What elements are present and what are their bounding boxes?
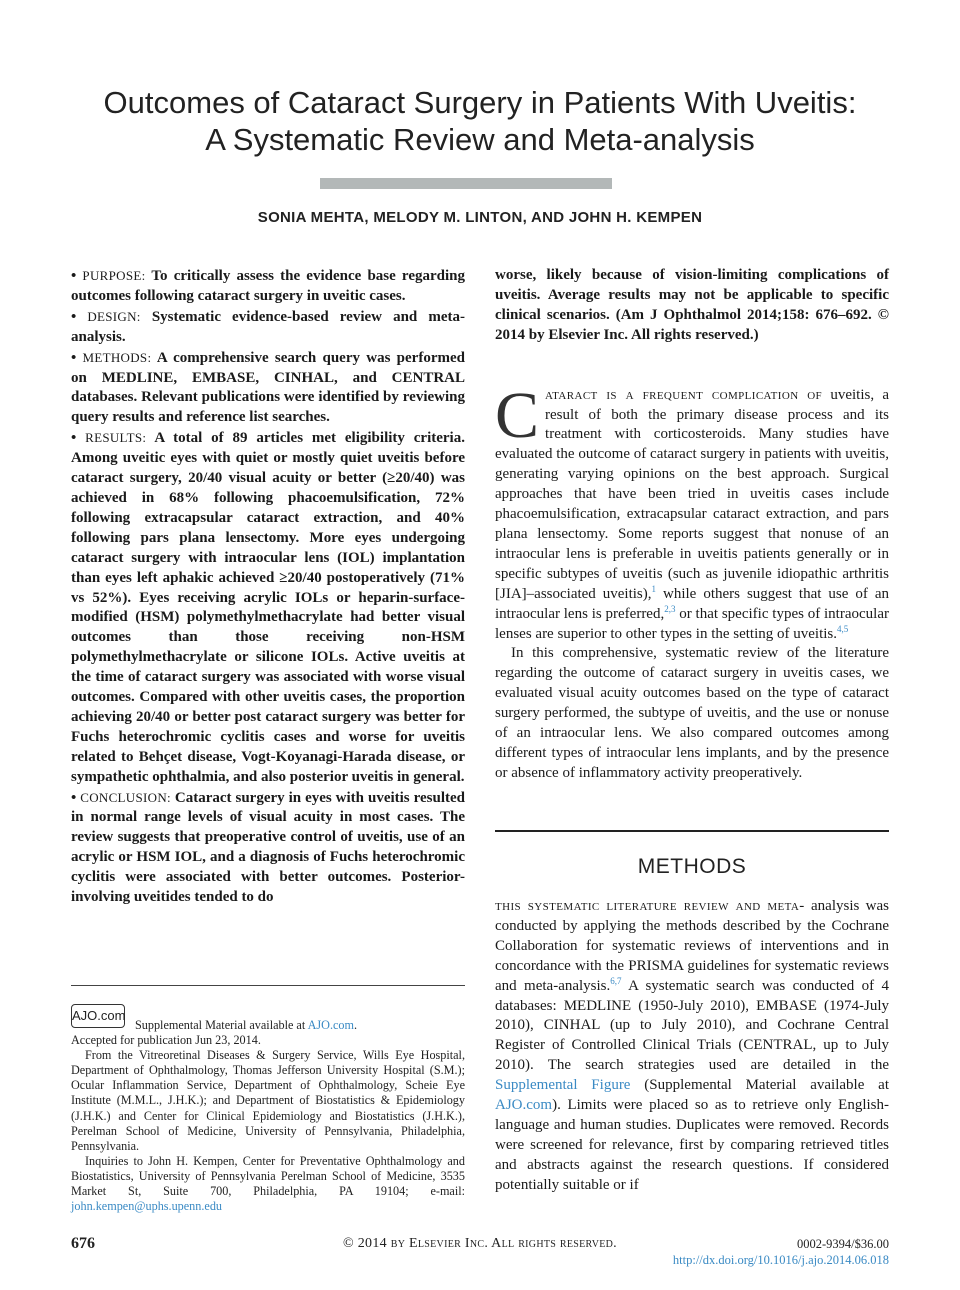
intro-text-a: uveitis, a result of both the primary disease process and its treatment with corticosteroids. Many studies have evaluated the outcome of cataract surgery in patients with uveitis, generating varying opinions on the best approach. Surgical approaches that have been tried in uveitis cases include phacoemulsification, extracapsular cataract extraction, and pars plana lensectomy. Some reports suggest that nonuse of an intraocular lens is preferable in uveitis patients generally or in specific subtypes of uveitis (such as juvenile idiopathic arthritis [JIA]–associated uveitis), (495, 386, 890, 602)
intro-text-b: while others suggest that use of an intraocular lens is preferred, (495, 585, 890, 622)
methods-label: METHODS: (82, 349, 152, 365)
ajo-badge-logo: AJO.com (71, 1004, 125, 1028)
inquiries-text: Inquiries to John H. Kempen, Center for Preventative Ophthalmology and Biostatistics, University of Pennsylvania Perelman School of Medicine, 3535 Market St, Suite 700, Philadelphia, PA 19104; e-mail: (71, 1153, 465, 1199)
results-label: RESULTS: (85, 430, 147, 446)
methods-heading: METHODS (637, 855, 747, 878)
title-line-1: Outcomes of Cataract Surgery in Patients With Uveitis: (103, 85, 857, 120)
accepted-date: Accepted for publication Jun 23, 2014. (71, 1033, 261, 1048)
methods-lead: this systematic literature review and meta- (495, 898, 805, 914)
intro-paragraph-2: In this comprehensive, systematic review of the literature regarding the outcome of cataract surgery in uveitis cases, we evaluated visual acuity outcomes based on the type of cataract surgery performed, the subtype of uveitis, and the use or nonuse of an intraocular lens. We also compared outcomes among different types of intraocular lens implants, and by the presence or absence of inflammatory activity preoperatively. (495, 645, 889, 781)
abstract-continued: worse, likely because of vision-limiting complications of uveitis. Average results may not be applicable to specific clinical scenarios. (Am J Ophthalmol 2014;158: 676–692. © 2014 by Elsevier Inc. All rights reserved.) (495, 267, 889, 343)
article-title (40, 84, 920, 158)
email-link[interactable]: john.kempen@uphs.upenn.edu (71, 1199, 223, 1214)
supplemental-figure-link[interactable]: Supplemental Figure (495, 1077, 631, 1094)
affiliations: From the Vitreoretinal Diseases & Surgery Service, Wills Eye Hospital, Department of Ophthalmology, Thomas Jefferson University Hospital (S.M.); Ocular Inflammation Service, Department of Ophthalmology, Scheie Eye Institute (M.M.L., J.H.K.); and Department of Biostatistics & Epidemiology (J.H.K.) and Center for Clinical Epidemiology and Biostatistics (J.H.K.), Perelman School of Medicine, University of Pennsylvania, Philadelphia, Pennsylvania. (71, 1048, 465, 1153)
right-column (495, 266, 889, 784)
methods-paragraph (495, 897, 889, 1196)
doi-block (600, 1236, 889, 1268)
drop-cap: C (495, 378, 540, 452)
supp-text: Supplemental Material available at (135, 1018, 308, 1032)
methods-text-b: A systematic search was conducted of 4 databases: MEDLINE (1950-July 2010), EMBASE (1974-July 2010), CINHAL (up to July 2010), and Cochrane Central Register of Controlled Clinical Trials (CENTRAL, up to July 2010). The search strategies used are detailed in the (495, 977, 889, 1074)
abstract-column (71, 266, 465, 908)
title-line-2: A Systematic Review and Meta-analysis (205, 122, 755, 157)
copyright-notice: © 2014 by Elsevier Inc. All rights reserved. (343, 1236, 617, 1251)
abstract-design: • DESIGN: Systematic evidence-based review and meta-analysis. (71, 308, 465, 345)
supplemental-note (71, 1018, 465, 1033)
intro-lead: ataract is a frequent complication of (545, 386, 823, 403)
intro-paragraph-1 (495, 378, 890, 645)
issn: 0002-9394/$36.00 (796, 1237, 889, 1251)
purpose-text: To critically assess the evidence base regarding outcomes following cataract surgery in uveitic cases. (71, 268, 465, 304)
design-label: DESIGN: (87, 308, 141, 324)
doi-link[interactable]: http://dx.doi.org/10.1016/j.ajo.2014.06.018 (672, 1253, 889, 1267)
conclusion-label: CONCLUSION: (80, 789, 171, 805)
ajo-link[interactable]: AJO.com (495, 1097, 553, 1114)
methods-body (495, 897, 889, 1196)
methods-text: A comprehensive search query was performed on MEDLINE, EMBASE, CINHAL, and CENTRAL databases. Relevant publications were identified by reviewing query results and reference list searches. (71, 349, 465, 426)
supp-link[interactable]: AJO.com (307, 1018, 354, 1032)
inquiries (71, 1154, 465, 1214)
footnote-divider (71, 985, 465, 986)
abstract-purpose: • PURPOSE: To critically assess the evidence base regarding outcomes following cataract surgery in uveitic cases. (71, 268, 465, 304)
citation-ref-4[interactable]: 6,7 (610, 975, 622, 986)
supp-end: . (354, 1018, 358, 1032)
purpose-label: PURPOSE: (82, 268, 146, 283)
citation-ref-3[interactable]: 4,5 (837, 623, 849, 634)
methods-divider (495, 830, 889, 832)
abstract-results: • RESULTS: A total of 89 articles met eligibility criteria. Among uveitic eyes with quiet or mostly quiet uveitis before cataract surgery, 20/40 visual acuity or better (≥20/40) was achieved in 68% following phacoemulsification, 72% following extracapsular cataract extraction, and 40% following pars plana lensectomy. More eyes undergoing cataract surgery with intraocular lens (IOL) implantation than eyes left aphakic achieved ≥20/40 postoperatively (71% vs 52%). Eyes receiving acrylic IOLs or heparin-surface-modified (HSM) polymethylmethacrylate had better visual outcomes than those receiving non-HSM polymethylmethacrylate or silicone IOLs. Active uveitis at the time of cataract surgery was associated with worse visual outcomes. Compared with other uveitis cases, the proportion achieving 20/40 or better post cataract surgery was better for Fuchs heterochromic cyclitis cases and worse for uveitis related to Behçet disease, Vogt-Koyanagi-Harada disease, or sympathetic ophthalmia, and also posterior uveitis in general. (71, 430, 465, 785)
page-number: 676 (71, 1235, 95, 1252)
methods-text-c: (Supplemental Material available at (630, 1077, 889, 1094)
design-text: Systematic evidence-based review and meta-analysis. (71, 308, 465, 345)
citation-ref-2[interactable]: 2,3 (664, 603, 676, 614)
intro-text-c: or that specific types of intraocular lenses are superior to other types in the setting of uveitis. (495, 605, 889, 642)
footnotes (71, 1018, 465, 1214)
conclusion-text: Cataract surgery in eyes with uveitis resulted in normal range levels of visual acuity in most cases. The review suggests that preoperative control of uveitis, use of an acrylic or HSM IOL, and a diagnosis of Fuchs heterochromic cyclitis were associated with better outcomes. Posterior-involving uveitides tended to do (71, 789, 465, 906)
abstract-methods: • METHODS: A comprehensive search query was performed on MEDLINE, EMBASE, CINHAL, and CENTRAL databases. Relevant publications were identified by reviewing query results and reference list searches. (71, 349, 465, 426)
methods-text-d: ). Limits were placed so as to retrieve only English-language and human studies. Duplicates were removed. Records were screened for relevance, first by comparing retrieved titles and abstracts against the research questions. If considered potentially suitable or if (495, 1097, 889, 1193)
author-list: SONIA MEHTA, MELODY M. LINTON, AND JOHN H. KEMPEN (257, 209, 703, 226)
citation-ref-1[interactable]: 1 (651, 583, 657, 594)
title-divider-bar (320, 178, 612, 189)
results-text: A total of 89 articles met eligibility criteria. Among uveitic eyes with quiet or mostly quiet uveitis before cataract surgery, 20/40 visual acuity or better (≥20/40) was achieved in 68% following phacoemulsification, 72% following extracapsular cataract extraction, and 40% following pars plana lensectomy. More eyes undergoing cataract surgery with intraocular lens (IOL) implantation than eyes left aphakic achieved ≥20/40 postoperatively (71% vs 52%). Eyes receiving acrylic IOLs or heparin-surface-modified (HSM) polymethylmethacrylate had better visual outcomes than those receiving non-HSM polymethylmethacrylate or silicone IOLs. Active uveitis at the time of cataract surgery was associated with worse visual outcomes. Compared with other uveitis cases, the proportion achieving 20/40 or better post cataract surgery was better for Fuchs heterochromic cyclitis cases and worse for uveitis related to Behçet disease, Vogt-Koyanagi-Harada disease, or sympathetic ophthalmia, and also posterior uveitis in general. (71, 430, 465, 785)
methods-text-a: analysis was conducted by applying the methods described by the Cochrane Collaboration for systematic reviews of interventions and in concordance with the PRISMA guidelines for systematic reviews and meta-analysis. (495, 898, 890, 994)
abstract-conclusion: • CONCLUSION: Cataract surgery in eyes with uveitis resulted in normal range levels of visual acuity in most cases. The review suggests that preoperative control of uveitis, use of an acrylic or HSM IOL, and a diagnosis of Fuchs heterochromic cyclitis were associated with better outcomes. Posterior-involving uveitides tended to do (71, 789, 465, 906)
